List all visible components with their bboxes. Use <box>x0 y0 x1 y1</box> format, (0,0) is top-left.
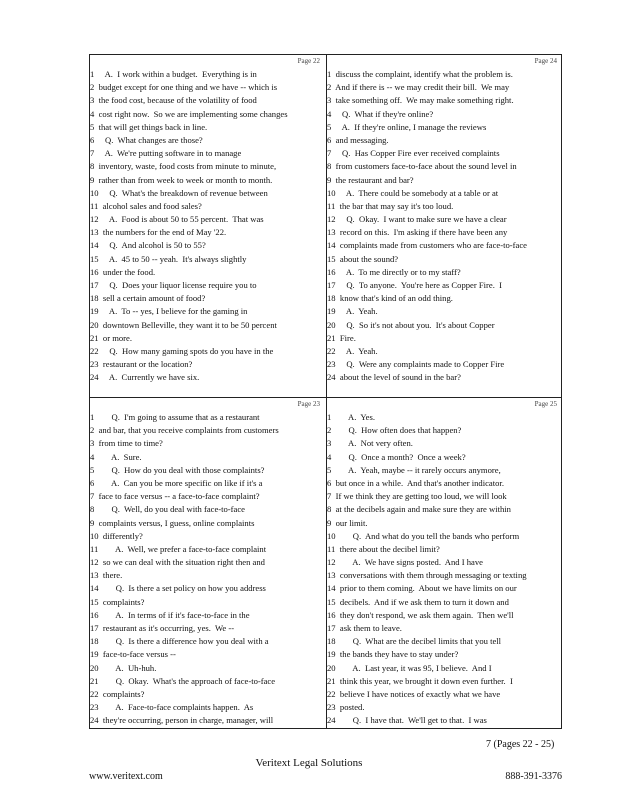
transcript-line: 14 Q. Is there a set policy on how you address <box>90 583 266 594</box>
transcript-line: 23 posted. <box>327 702 365 713</box>
transcript-line: 4 cost right now. So we are implementing some changes <box>90 108 288 119</box>
transcript-line: 18 know that's kind of an odd thing. <box>327 293 453 304</box>
transcript-line: 11 the bar that may say it's too loud. <box>327 200 454 211</box>
transcript-line: 6 but once in a while. And that's another indicator. <box>327 477 504 488</box>
transcript-line: 21 or more. <box>90 332 133 343</box>
transcript-line: 18 Q. Is there a difference how you deal with a <box>90 636 269 647</box>
transcript-line: 7 A. We're putting software in to manage <box>90 148 242 159</box>
transcript-line: 21 Q. Okay. What's the approach of face-to-face <box>90 675 276 686</box>
transcript-line: 18 Q. What are the decibel limits that you tell <box>327 636 502 647</box>
transcript-line: 8 Q. Well, do you deal with face-to-face <box>90 504 245 515</box>
transcript-lines <box>327 411 563 728</box>
transcript-line: 22 believe I have notices of exactly what we have <box>327 688 501 699</box>
transcript-line: 6 A. Can you be more specific on like if it's a <box>90 477 263 488</box>
transcript-page-22 <box>90 55 326 397</box>
transcript-line: 7 face to face versus -- a face-to-face complaint? <box>90 491 260 502</box>
transcript-line: 19 A. Yeah. <box>327 306 378 317</box>
transcript-line: 4 Q. What if they're online? <box>327 108 434 119</box>
transcript-line: 17 Q. To anyone. You're here as Copper Fire. I <box>327 280 503 290</box>
transcript-line: 9 rather than from week to week or month to month. <box>90 174 273 185</box>
transcript-line: 5 that will get things back in line. <box>90 121 208 132</box>
transcript-line: 23 A. Face-to-face complaints happen. As <box>90 702 254 713</box>
transcript-line: 10 A. There could be somebody at a table or at <box>327 187 499 198</box>
transcript-line: 19 A. To -- yes, I believe for the gaming in <box>90 306 248 317</box>
transcript-line: 6 Q. What changes are those? <box>90 134 203 145</box>
website-link[interactable]: www.veritext.com <box>89 771 163 782</box>
transcript-line: 23 Q. Were any complaints made to Copper Fire <box>327 359 505 370</box>
page-label: Page 24 <box>534 57 557 65</box>
transcript-line: 22 complaints? <box>90 688 145 699</box>
transcript-line: 16 they don't respond, we ask them again. Then we'll <box>327 609 514 620</box>
transcript-line: 1 Q. I'm going to assume that as a restaurant <box>90 412 260 422</box>
transcript-line: 9 our limit. <box>327 517 368 528</box>
transcript-line: 5 A. Yeah, maybe -- it rarely occurs anymore, <box>327 464 501 475</box>
transcript-line: 2 budget except for one thing and we have -- which is <box>90 82 278 93</box>
transcript-line: 24 A. Currently we have six. <box>90 372 200 383</box>
transcript-line: 1 A. I work within a budget. Everything is in <box>90 69 257 79</box>
transcript-line: 10 Q. And what do you tell the bands who perform <box>327 530 520 541</box>
transcript-line: 3 A. Not very often. <box>327 438 413 449</box>
transcript-line: 3 from time to time? <box>90 438 163 449</box>
transcript-line: 11 there about the decibel limit? <box>327 543 440 554</box>
page-label: Page 22 <box>297 57 320 65</box>
transcript-line: 10 differently? <box>90 530 143 541</box>
transcript-line: 4 A. Sure. <box>90 451 142 462</box>
transcript-page-25 <box>327 398 563 740</box>
transcript-line: 21 think this year, we brought it down even further. I <box>327 675 513 686</box>
transcript-line: 19 face-to-face versus -- <box>90 649 176 660</box>
transcript-line: 8 at the decibels again and make sure they are within <box>327 504 511 515</box>
transcript-line: 9 complaints versus, I guess, online complaints <box>90 517 255 528</box>
transcript-line: 15 decibels. And if we ask them to turn it down and <box>327 596 509 607</box>
page-range: 7 (Pages 22 - 25) <box>486 739 555 750</box>
page-label: Page 23 <box>297 400 320 408</box>
transcript-line: 15 A. 45 to 50 -- yeah. It's always slightly <box>90 253 247 264</box>
transcript-line: 7 Q. Has Copper Fire ever received complaints <box>327 148 500 159</box>
transcript-line: 24 about the level of sound in the bar? <box>327 372 461 383</box>
phone-number: 888-391-3376 <box>505 771 562 782</box>
transcript-line: 18 sell a certain amount of food? <box>90 293 206 304</box>
transcript-line: 21 Fire. <box>327 332 356 343</box>
transcript-line: 16 under the food. <box>90 266 156 277</box>
transcript-line: 13 conversations with them through messaging or texting <box>327 570 527 581</box>
transcript-line: 14 complaints made from customers who are face-to-face <box>327 240 527 251</box>
transcript-lines <box>327 68 563 385</box>
transcript-line: 16 A. To me directly or to my staff? <box>327 266 461 277</box>
transcript-grid <box>89 54 562 729</box>
transcript-line: 17 Q. Does your liquor license require you to <box>90 280 257 290</box>
transcript-lines <box>90 68 326 385</box>
transcript-line: 12 Q. Okay. I want to make sure we have a clear <box>327 214 507 225</box>
transcript-line: 20 A. Last year, it was 95, I believe. And I <box>327 662 492 673</box>
transcript-line: 12 A. We have signs posted. And I have <box>327 557 483 568</box>
transcript-line: 12 A. Food is about 50 to 55 percent. That was <box>90 214 264 225</box>
transcript-line: 13 the numbers for the end of May '22. <box>90 227 227 238</box>
transcript-lines <box>90 411 326 728</box>
transcript-line: 22 A. Yeah. <box>327 345 378 356</box>
transcript-line: 24 Q. I have that. We'll get to that. I was <box>327 715 487 726</box>
transcript-line: 13 there. <box>90 570 123 581</box>
transcript-line: 15 complaints? <box>90 596 145 607</box>
transcript-line: 5 Q. How do you deal with those complaints? <box>90 464 265 475</box>
transcript-line: 5 A. If they're online, I manage the reviews <box>327 121 487 132</box>
transcript-line: 19 the bands they have to stay under? <box>327 649 459 660</box>
transcript-line: 23 restaurant or the location? <box>90 359 193 370</box>
transcript-line: 20 Q. So it's not about you. It's about Copper <box>327 319 495 330</box>
transcript-line: 15 about the sound? <box>327 253 399 264</box>
transcript-page-24 <box>327 55 563 397</box>
transcript-line: 8 inventory, waste, food costs from minute to minute, <box>90 161 277 172</box>
company-name: Veritext Legal Solutions <box>255 757 363 769</box>
transcript-line: 4 Q. Once a month? Once a week? <box>327 451 466 462</box>
transcript-line: 8 from customers face-to-face about the sound level in <box>327 161 517 172</box>
transcript-line: 3 the food cost, because of the volatility of food <box>90 95 257 106</box>
transcript-line: 11 alcohol sales and food sales? <box>90 200 202 211</box>
transcript-line: 17 restaurant as it's occurring, yes. We -- <box>90 623 235 633</box>
transcript-line: 7 If we think they are getting too loud, we will look <box>327 491 507 502</box>
transcript-line: 20 A. Uh-huh. <box>90 662 157 673</box>
transcript-page-23 <box>90 398 326 740</box>
transcript-line: 17 ask them to leave. <box>327 623 402 633</box>
transcript-line: 1 discuss the complaint, identify what the problem is. <box>327 69 513 79</box>
transcript-line: 22 Q. How many gaming spots do you have in the <box>90 345 274 356</box>
transcript-line: 14 prior to them coming. About we have limits on our <box>327 583 517 594</box>
transcript-line: 14 Q. And alcohol is 50 to 55? <box>90 240 206 251</box>
page-label: Page 25 <box>534 400 557 408</box>
transcript-line: 11 A. Well, we prefer a face-to-face complaint <box>90 543 267 554</box>
transcript-line: 3 take something off. We may make something right. <box>327 95 514 106</box>
transcript-line: 9 the restaurant and bar? <box>327 174 414 185</box>
transcript-line: 10 Q. What's the breakdown of revenue between <box>90 187 268 198</box>
transcript-line: 6 and messaging. <box>327 134 389 145</box>
transcript-line: 2 and bar, that you receive complaints from customers <box>90 425 279 436</box>
transcript-line: 2 And if there is -- we may credit their bill. We may <box>327 82 510 93</box>
transcript-line: 2 Q. How often does that happen? <box>327 425 462 436</box>
transcript-line: 1 A. Yes. <box>327 412 375 422</box>
transcript-line: 20 downtown Belleville, they want it to be 50 percent <box>90 319 277 330</box>
transcript-line: 24 they're occurring, person in charge, manager, will <box>90 715 274 726</box>
transcript-line: 13 record on this. I'm asking if there have been any <box>327 227 508 238</box>
transcript-line: 12 so we can deal with the situation right then and <box>90 557 265 568</box>
transcript-line: 16 A. In terms of if it's face-to-face in the <box>90 609 250 620</box>
